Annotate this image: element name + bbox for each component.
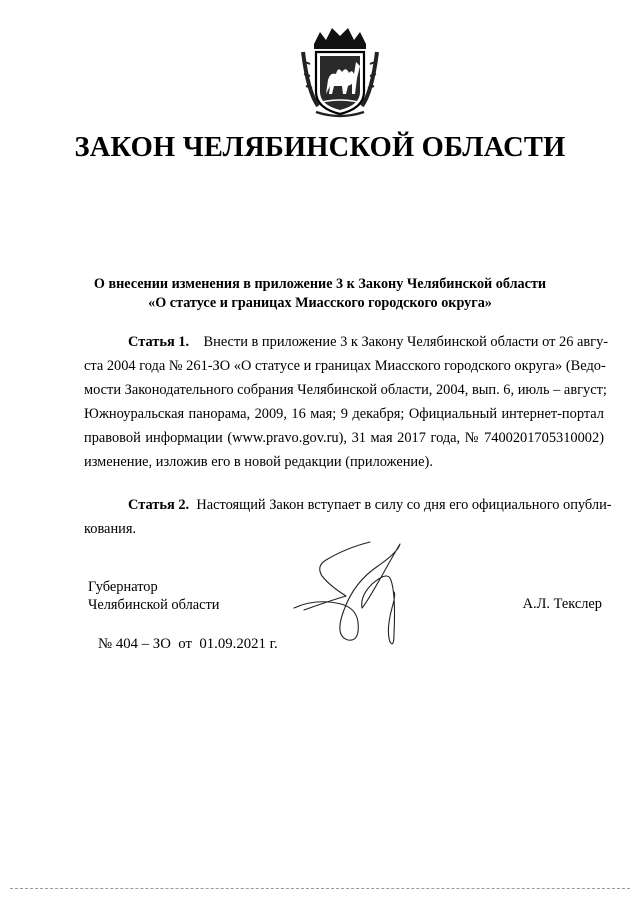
document-title: ЗАКОН ЧЕЛЯБИНСКОЙ ОБЛАСТИ — [74, 132, 566, 163]
article-line: Статья 2. Настоящий Закон вступает в силу со дня его официального опубли- — [128, 497, 612, 513]
article-label: Статья 1. — [128, 334, 190, 350]
handwritten-signature-icon — [286, 538, 418, 658]
article-1 — [84, 330, 609, 474]
governor-title: Губернатор Челябинской области — [88, 579, 220, 613]
law-number: № 404 – ЗО от 01.09.2021 г. — [98, 636, 278, 652]
article-label: Статья 2. — [128, 497, 190, 513]
article-line: Статья 1. Внести в приложение 3 к Закону Челябинской области от 26 авгу- — [128, 334, 609, 350]
article-line: ста 2004 года № 261-ЗО «О статусе и границах Миасского городского округа» (Ведо- — [84, 358, 606, 374]
article-2 — [84, 493, 612, 541]
footer-divider — [10, 888, 630, 889]
chelyabinsk-coat-of-arms-icon — [300, 22, 380, 120]
subject-line: «О статусе и границах Миасского городского округа» — [148, 295, 492, 311]
article-line: изменение, изложив его в новой редакции (приложение). — [84, 454, 433, 470]
article-line: кования. — [84, 521, 137, 537]
article-line: Южноуральская панорама, 2009, 16 мая; 9 декабря; Официальный интернет-портал — [84, 406, 604, 422]
article-line: правовой информации (www.pravo.gov.ru), 31 мая 2017 года, № 7400201705310002) — [84, 430, 604, 446]
governor-name: А.Л. Текслер — [522, 596, 602, 612]
subject-line: О внесении изменения в приложение 3 к Закону Челябинской области — [93, 276, 547, 292]
article-line: мости Законодательного собрания Челябинской области, 2004, вып. 6, июль – август; — [84, 382, 607, 398]
law-subject — [60, 275, 580, 313]
